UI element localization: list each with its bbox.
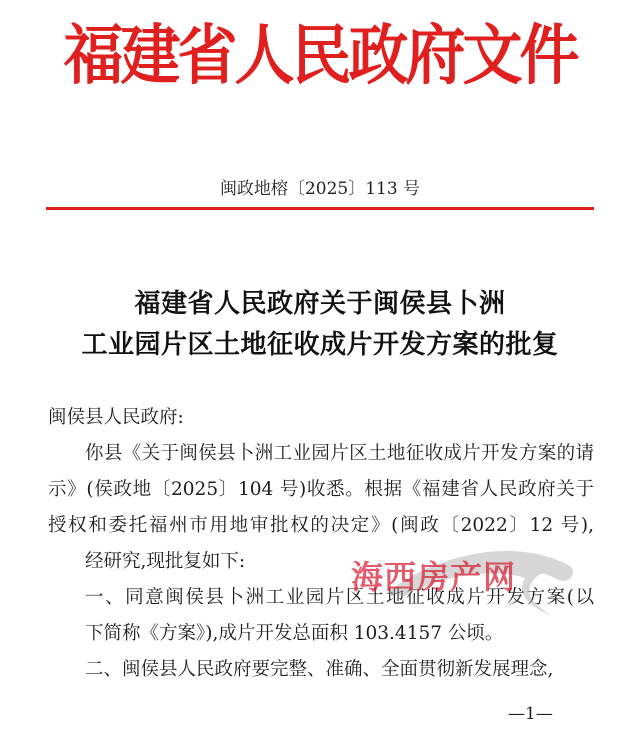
paragraph-text: 一、同意闽侯县卜洲工业园片区土地征收成片开发方案(以	[85, 587, 594, 608]
paragraph-text-last-line: 经研究,现批复如下:	[85, 551, 246, 572]
document-number: 闽政地榕〔2025〕113 号	[219, 179, 421, 199]
red-divider-line	[46, 207, 594, 210]
site-watermark	[345, 544, 585, 620]
watermark-text: 海西房产网	[351, 558, 517, 596]
document-title-line-1: 福建省人民政府关于闽侯县卜洲	[134, 289, 506, 319]
document-header-title: 福建省人民政府文件	[63, 18, 577, 94]
page-number: —1—	[508, 704, 553, 724]
document-title-line-2: 工业园片区土地征收成片开发方案的批复	[81, 330, 559, 360]
salutation: 闽侯县人民政府:	[48, 407, 184, 428]
paragraph-text: 你县《关于闽侯县卜洲工业园片区土地征收成片开发方案的请示》(侯政地〔2025〕104 号)收悉。根据《福建省人民政府关于授权和委托福州市用地审批权的决定》(闽政〔2022〕12 号),	[48, 443, 594, 536]
paragraph-text-last-line: 下简称《方案》),成片开发总面积 103.4157 公顷。	[85, 623, 504, 644]
paragraph-item-two: 二、闽侯县人民政府要完整、准确、全面贯彻新发展理念,	[85, 659, 554, 680]
